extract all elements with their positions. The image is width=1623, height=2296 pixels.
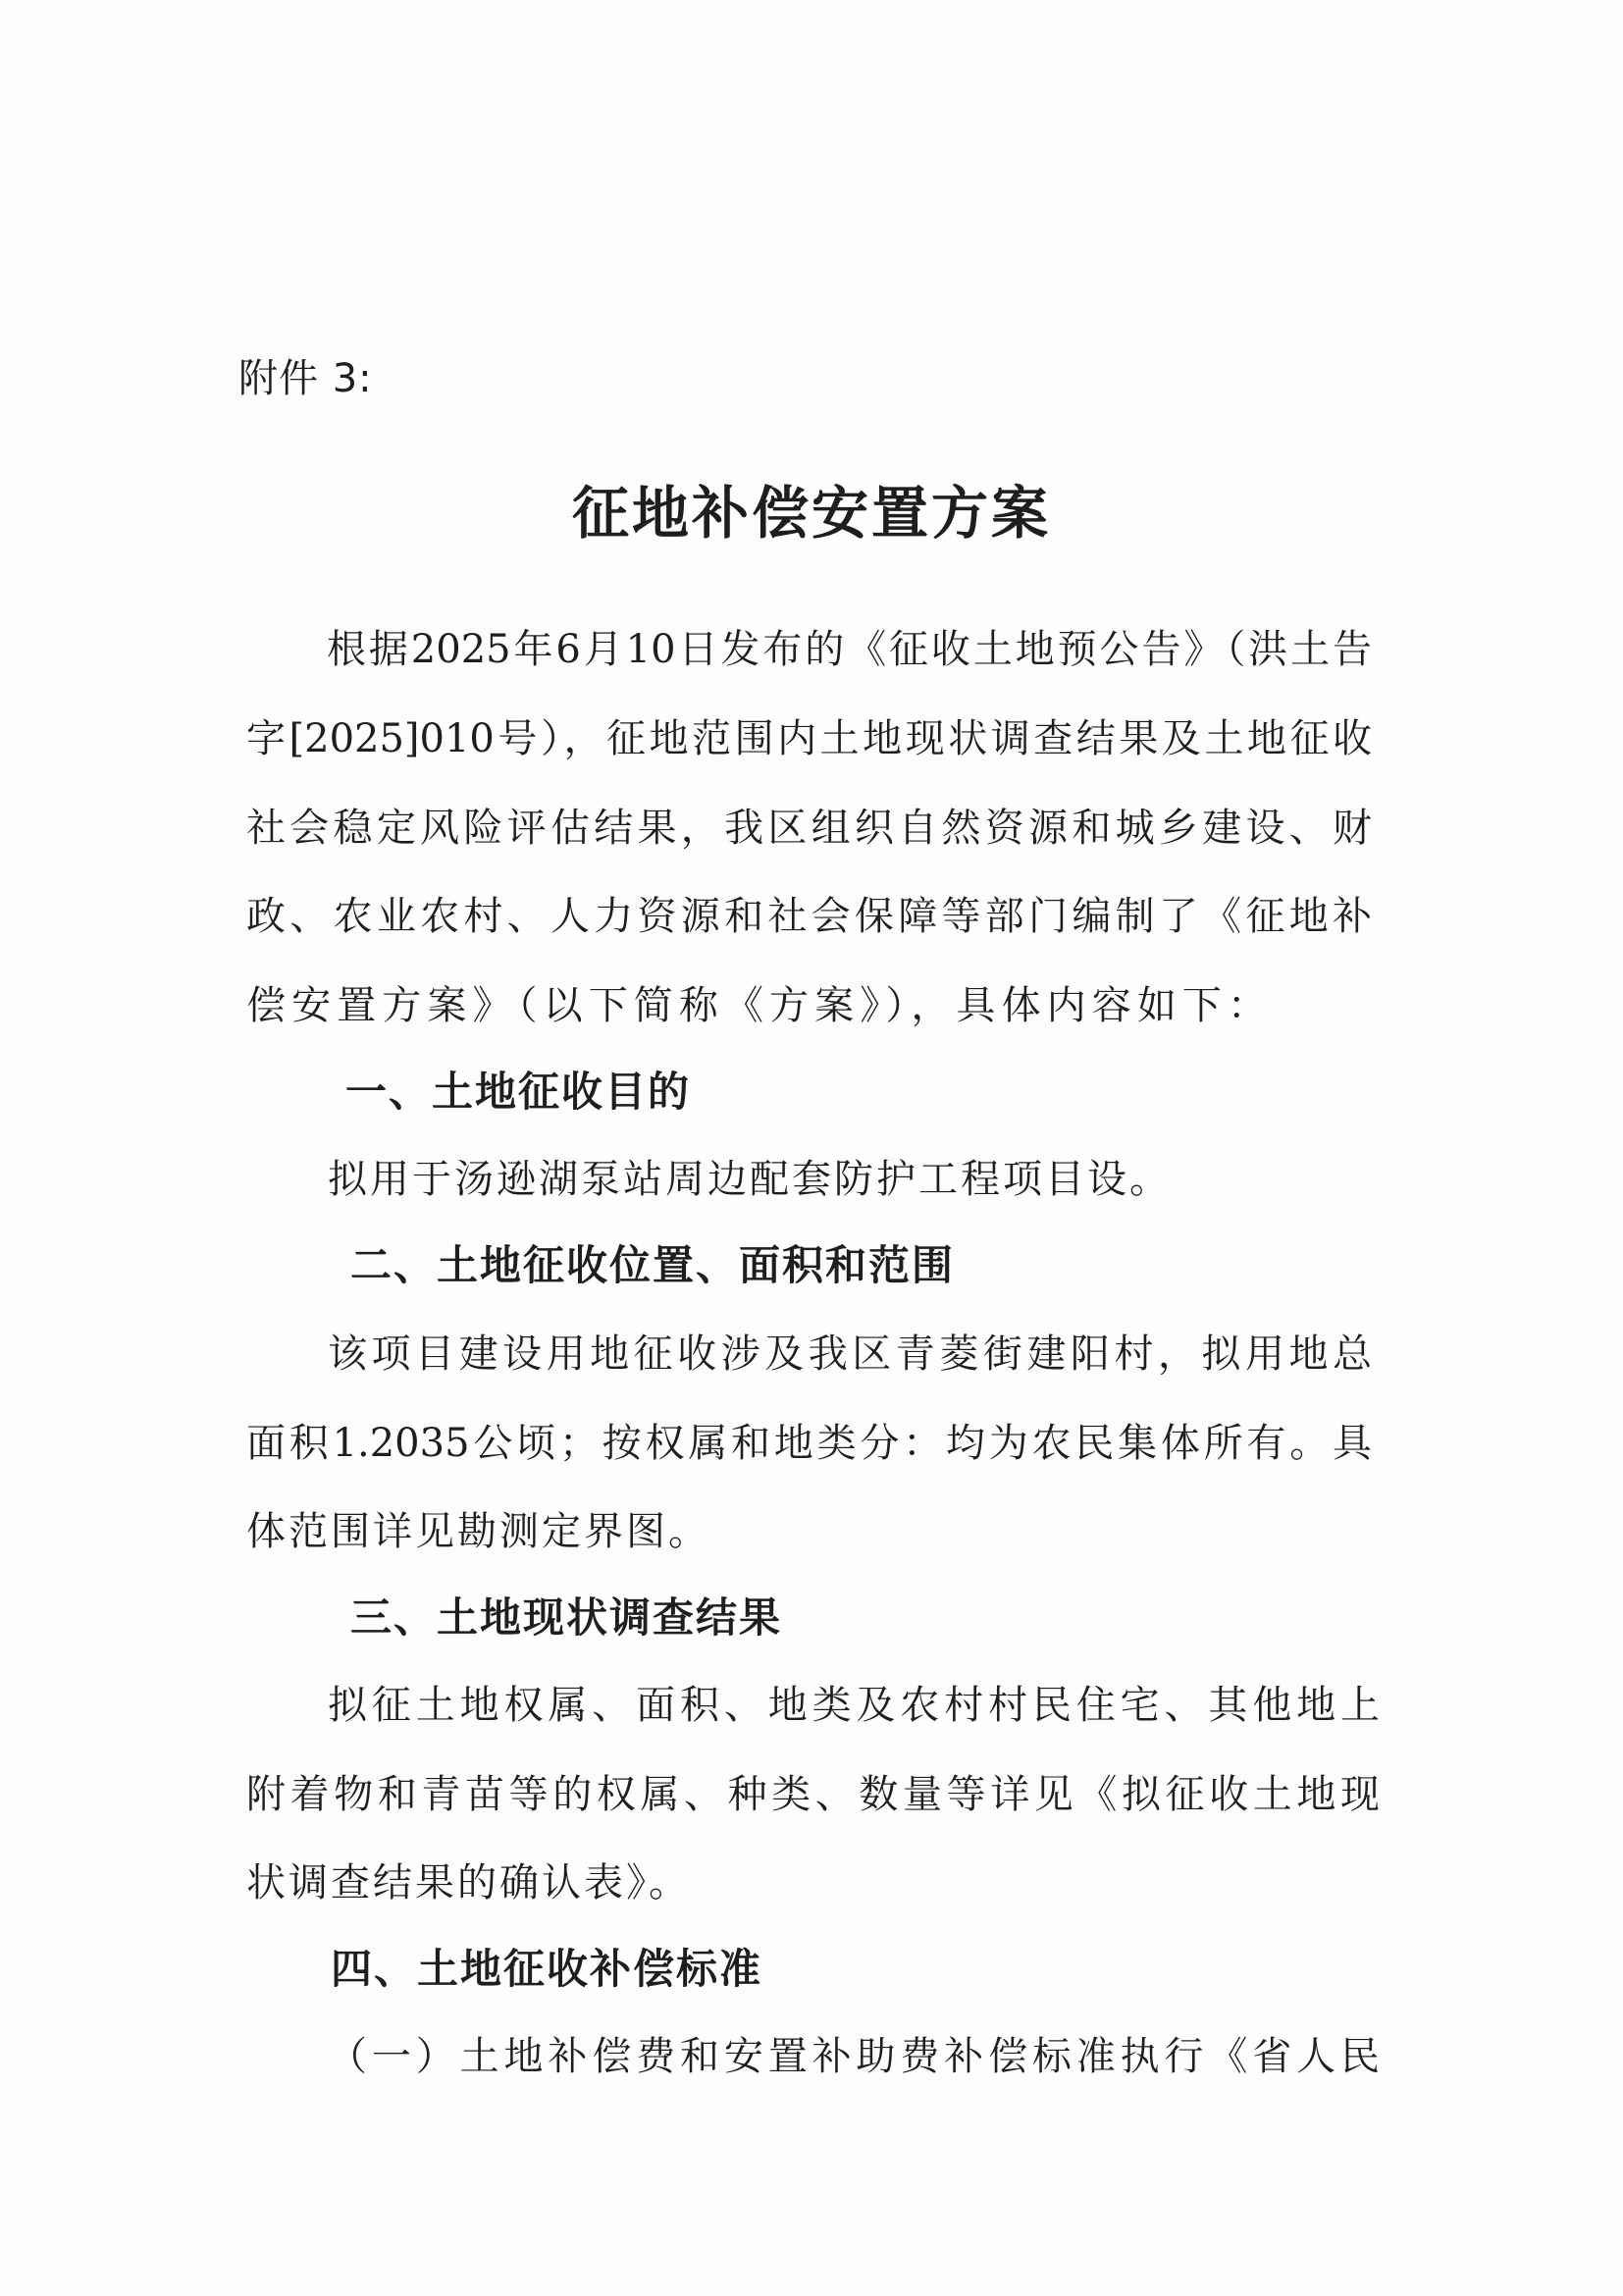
section-heading-2: 二、土地征收位置、面积和范围: [350, 1241, 956, 1289]
attachment-label: 附件 3:: [238, 356, 373, 401]
section-2-line: 面积1.2035公顷；按权属和地类分：均为农民集体所有。具: [246, 1421, 1372, 1466]
intro-line: 根据2025年6月10日发布的《征收土地预公告》（洪土告: [327, 627, 1372, 672]
section-1-line: 拟用于汤逊湖泵站周边配套防护工程项目设。: [328, 1157, 1172, 1202]
intro-line: 社会稳定风险评估结果，我区组织自然资源和城乡建设、财: [246, 806, 1372, 851]
section-2-line: 体范围详见勘测定界图。: [246, 1509, 710, 1554]
section-2-line: 该项目建设用地征收涉及我区青菱街建阳村，拟用地总: [328, 1331, 1372, 1377]
intro-line: 字[2025]010号），征地范围内土地现状调查结果及土地征收: [246, 716, 1372, 761]
section-heading-1: 一、土地征收目的: [345, 1068, 692, 1116]
intro-line: 政、农业农村、人力资源和社会保障等部门编制了《征地补: [246, 894, 1372, 939]
section-heading-4: 四、土地征收补偿标准: [331, 1945, 763, 1993]
section-4-line: （一）土地补偿费和安置补助费补偿标准执行《省人民: [328, 2034, 1380, 2079]
section-3-line: 附着物和青苗等的权属、种类、数量等详见《拟征收土地现: [246, 1772, 1380, 1817]
section-heading-3: 三、土地现状调查结果: [350, 1593, 783, 1642]
document-title: 征地补偿安置方案: [571, 480, 1051, 547]
intro-line: 偿安置方案》（以下简称《方案》），具体内容如下：: [246, 983, 1267, 1028]
section-3-line: 状调查结果的确认表》。: [246, 1860, 691, 1905]
section-3-line: 拟征土地权属、面积、地类及农村村民住宅、其他地上: [328, 1683, 1380, 1728]
